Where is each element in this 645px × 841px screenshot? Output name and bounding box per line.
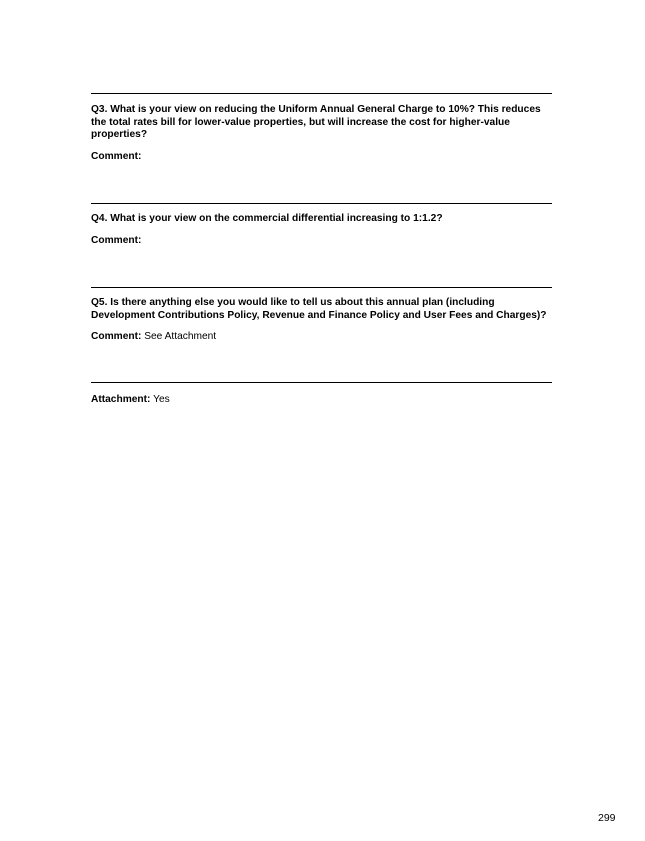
divider xyxy=(91,382,552,383)
comment-label: Comment: xyxy=(91,151,142,162)
divider xyxy=(91,287,552,288)
comment-value: See Attachment xyxy=(144,331,217,342)
question-5: Q5. Is there anything else you would like to tell us about this annual plan (including Development Contributions Policy, Revenue and Finance Policy and User Fees and Charges)? xyxy=(91,297,547,321)
question-3-comment xyxy=(91,151,141,164)
attachment-line xyxy=(91,394,170,407)
comment-label: Comment: xyxy=(91,235,142,246)
question-3: Q3. What is your view on reducing the Uniform Annual General Charge to 10%? This reduces the total rates bill for lower-value properties, but will increase the cost for higher-value properties? xyxy=(91,104,541,141)
attachment-label: Attachment: xyxy=(91,394,151,405)
divider xyxy=(91,203,552,204)
page-number: 299 xyxy=(598,812,616,824)
question-4: Q4. What is your view on the commercial differential increasing to 1:1.2? xyxy=(91,213,443,224)
question-4-comment xyxy=(91,235,141,248)
comment-label: Comment: xyxy=(91,331,142,342)
divider-top xyxy=(91,93,552,94)
attachment-value: Yes xyxy=(153,394,170,405)
question-5-comment xyxy=(91,331,216,344)
